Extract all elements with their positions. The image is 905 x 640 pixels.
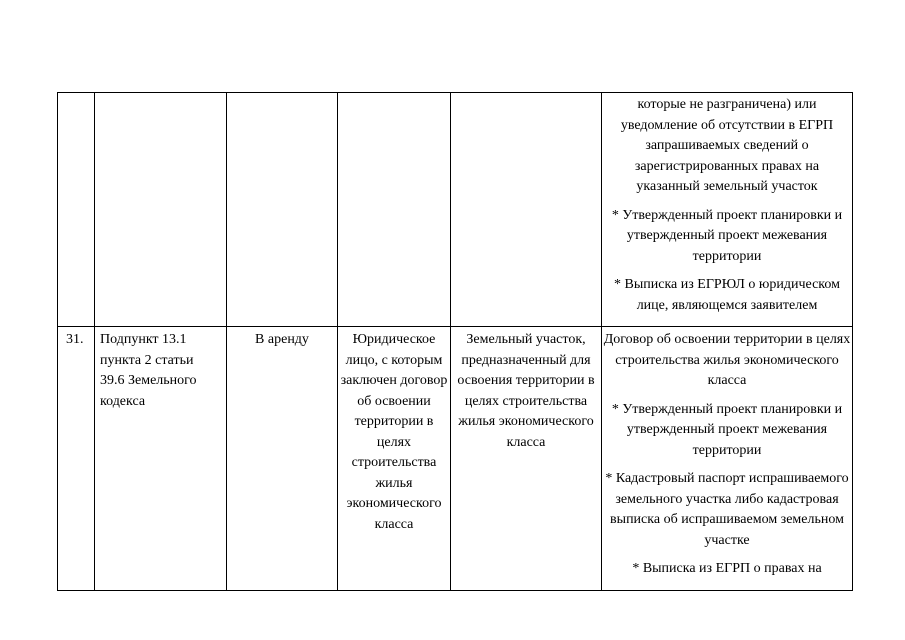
row-number: 31.: [66, 332, 84, 347]
row2-documents-cell: [602, 330, 852, 580]
document-item: Договор об освоении территории в целях строительства жилья экономического класса: [603, 332, 851, 388]
document-item: * Выписка из ЕГРЮЛ о юридическом лице, являющемся заявителем: [614, 277, 840, 313]
legal-basis: Подпункт 13.1 пункта 2 статьи 39.6 Земельного кодекса: [100, 332, 197, 409]
applicant: Юридическое лицо, с которым заключен договор об освоении территории в целях строительства жилья экономического класса: [340, 332, 448, 532]
right-type: В аренду: [255, 332, 309, 347]
document-item: * Утвержденный проект планировки и утвержденный проект межевания территории: [611, 207, 843, 264]
document-item: * Выписка из ЕГРП о правах на: [632, 561, 822, 576]
document-item: которые не разграничена) или уведомление об отсутствии в ЕГРП запрашиваемых сведений о зарегистрированных правах на указанный земельный участок: [620, 97, 834, 194]
document-item: * Кадастровый паспорт испрашиваемого земельного участка либо кадастровая выписка об испрашиваемом земельном участке: [605, 471, 849, 548]
land-plot: Земельный участок, предназначенный для освоения территории в целях строительства жилья экономического класса: [457, 332, 595, 450]
document-item: * Утвержденный проект планировки и утвержденный проект межевания территории: [611, 401, 843, 458]
row1-documents-cell: [602, 95, 852, 316]
